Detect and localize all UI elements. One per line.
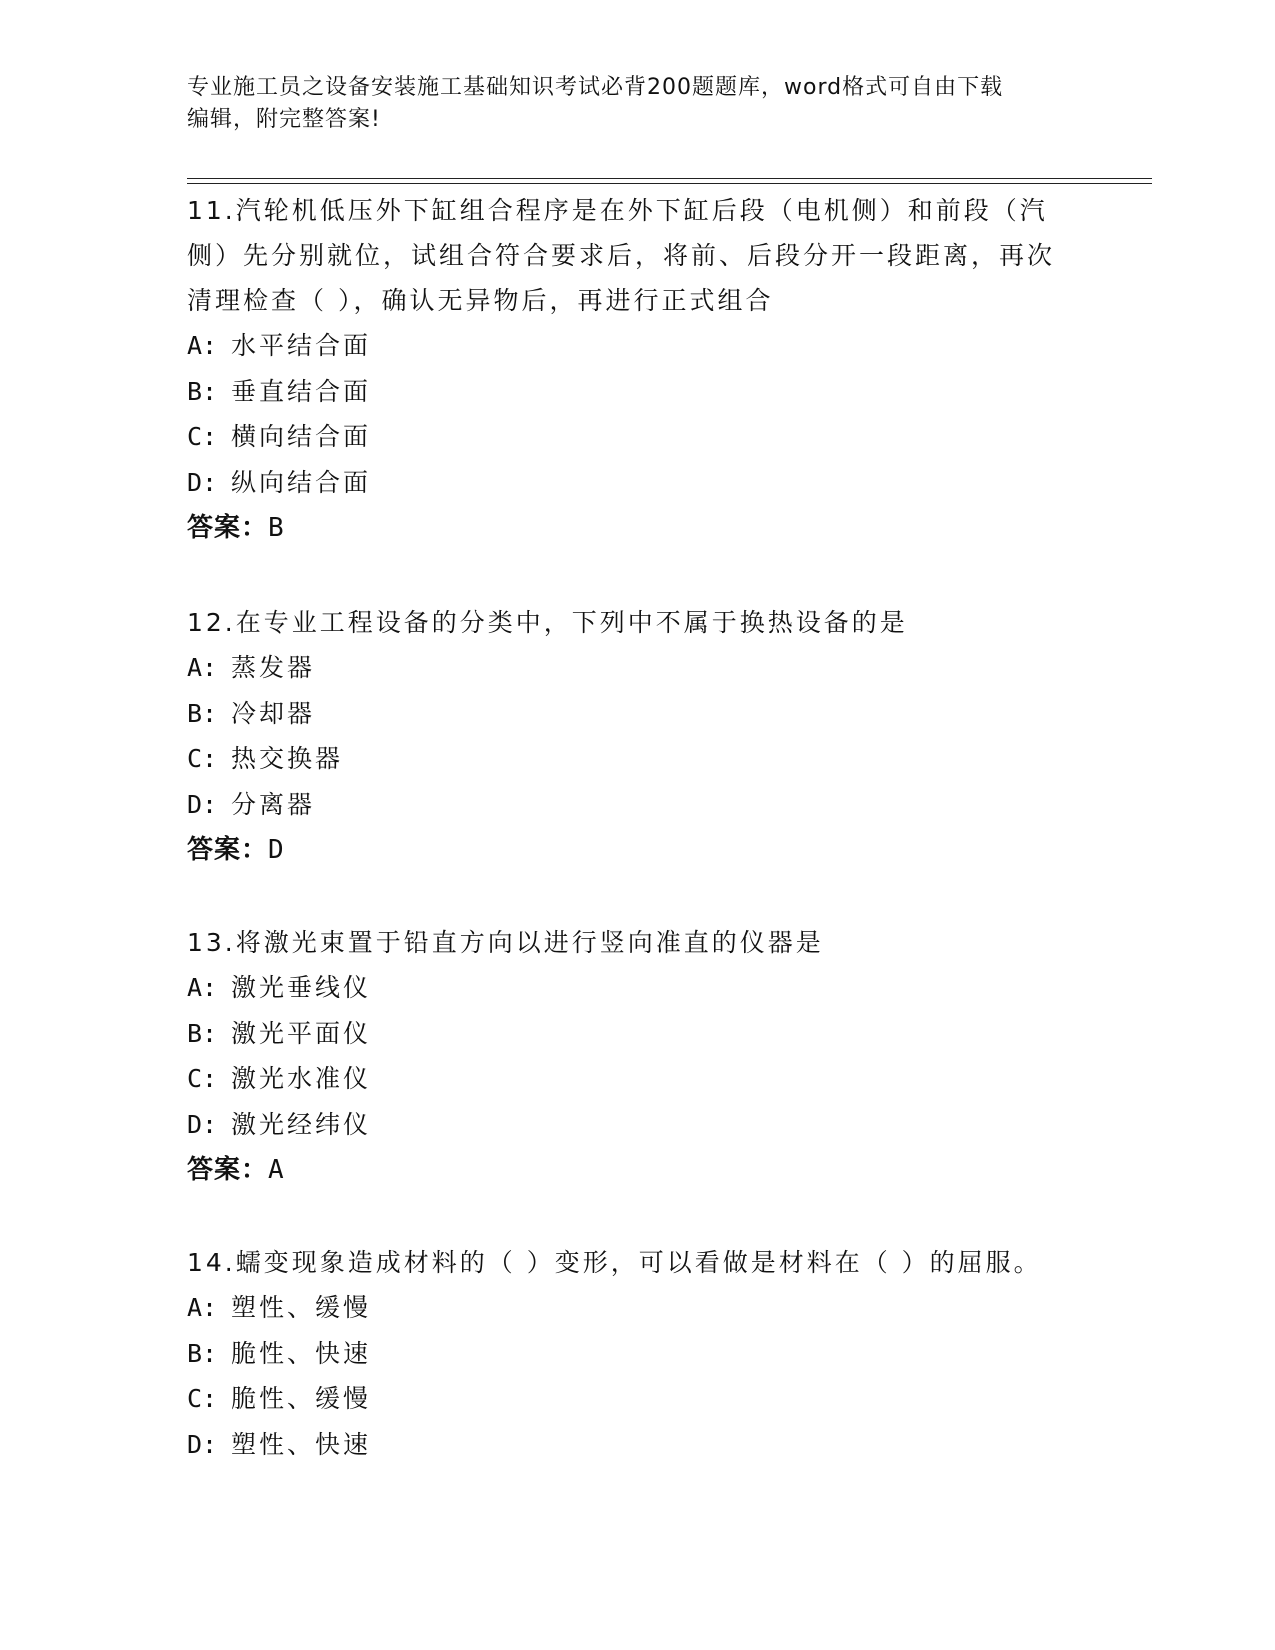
answer-line: [187, 827, 1077, 873]
option-text: 蒸发器: [231, 653, 316, 682]
option-a: [187, 965, 1077, 1011]
header-title-line1: 专业施工员之设备安装施工基础知识考试必背200题题库，word格式可自由下载: [187, 75, 1004, 100]
answer-value: B: [268, 513, 285, 543]
header-title-line2: 编辑，附完整答案!: [187, 107, 381, 132]
question-text: 13.将激光束置于铅直方向以进行竖向准直的仪器是: [187, 928, 824, 957]
option-letter: C:: [187, 1384, 218, 1413]
option-text: 激光垂线仪: [231, 973, 372, 1002]
option-text: 分离器: [231, 789, 316, 819]
header-divider-bottom: [187, 183, 1152, 184]
option-c: [187, 414, 1077, 460]
option-text: 水平结合面: [231, 331, 372, 360]
option-d: [187, 1422, 1077, 1468]
option-letter: A:: [187, 973, 218, 1002]
answer-label: 答案：: [187, 1155, 269, 1185]
question-13: [187, 920, 1077, 1193]
option-letter: B:: [187, 1018, 218, 1048]
option-b: [187, 1331, 1077, 1377]
option-a: [187, 1285, 1077, 1331]
option-a: [187, 645, 1077, 691]
option-b: [187, 369, 1077, 415]
option-text: 激光水准仪: [231, 1064, 372, 1093]
option-c: [187, 1056, 1077, 1102]
question-12: [187, 600, 1077, 873]
header-divider-top: [187, 178, 1152, 179]
question-11: [187, 188, 1077, 551]
option-d: [187, 460, 1077, 506]
option-text: 垂直结合面: [231, 376, 372, 406]
option-text: 塑性、快速: [231, 1429, 372, 1459]
answer-line: [187, 505, 1077, 551]
option-d: [187, 1102, 1077, 1148]
question-14: [187, 1240, 1077, 1467]
option-text: 激光经纬仪: [231, 1109, 372, 1139]
option-letter: A:: [187, 331, 218, 360]
option-letter: A:: [187, 653, 218, 682]
answer-label: 答案：: [187, 513, 269, 543]
option-letter: C:: [187, 422, 218, 451]
option-letter: B:: [187, 698, 218, 728]
option-text: 激光平面仪: [231, 1018, 372, 1048]
option-text: 冷却器: [231, 698, 316, 728]
answer-label: 答案：: [187, 835, 269, 865]
option-text: 热交换器: [231, 744, 344, 773]
option-letter: B:: [187, 376, 218, 406]
option-letter: C:: [187, 1064, 218, 1093]
document-header: [187, 72, 1067, 136]
question-text: 12.在专业工程设备的分类中，下列中不属于换热设备的是: [187, 608, 908, 637]
option-letter: B:: [187, 1338, 218, 1368]
option-text: 脆性、缓慢: [231, 1384, 372, 1413]
option-letter: D:: [187, 1109, 218, 1139]
option-letter: C:: [187, 744, 218, 773]
question-text: 11.汽轮机低压外下缸组合程序是在外下缸后段（电机侧）和前段（汽侧）先分别就位，试组合符合要求后，将前、后段分开一段距离，再次清理检查（ ），确认无异物后，再进行正式组合: [187, 196, 1056, 315]
option-letter: D:: [187, 1429, 218, 1459]
answer-line: [187, 1147, 1077, 1193]
answer-value: A: [268, 1155, 285, 1185]
answer-value: D: [268, 835, 285, 865]
option-letter: D:: [187, 789, 218, 819]
option-text: 横向结合面: [231, 422, 372, 451]
option-c: [187, 1376, 1077, 1422]
option-text: 塑性、缓慢: [231, 1293, 372, 1322]
option-b: [187, 691, 1077, 737]
option-letter: A:: [187, 1293, 218, 1322]
question-text: 14.蠕变现象造成材料的（ ）变形，可以看做是材料在（ ）的屈服。: [187, 1248, 1042, 1277]
option-a: [187, 323, 1077, 369]
option-letter: D:: [187, 467, 218, 497]
option-text: 纵向结合面: [231, 467, 372, 497]
option-c: [187, 736, 1077, 782]
option-b: [187, 1011, 1077, 1057]
option-text: 脆性、快速: [231, 1338, 372, 1368]
option-d: [187, 782, 1077, 828]
